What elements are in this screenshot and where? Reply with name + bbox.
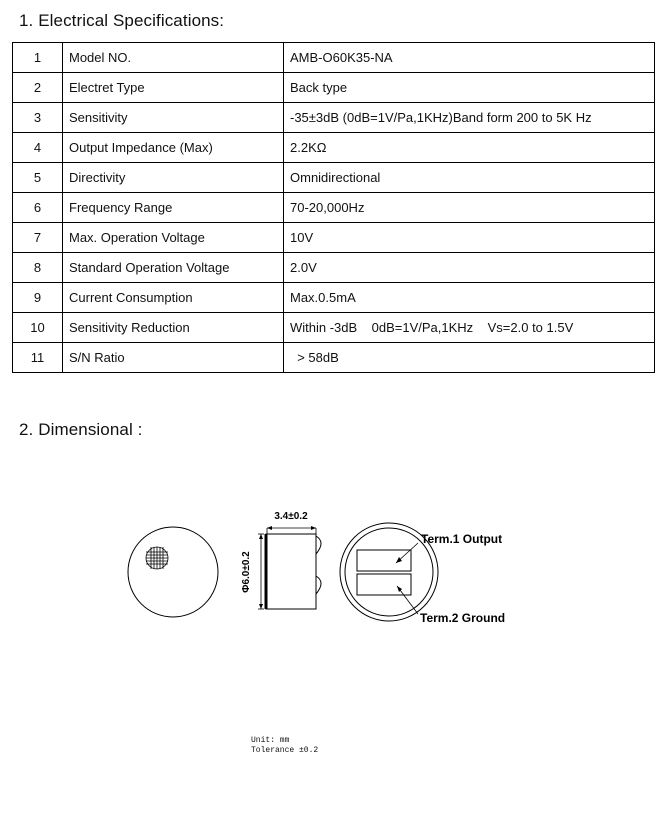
spec-row	[13, 163, 655, 193]
spec-row-parameter: Electret Type	[63, 73, 284, 103]
spec-row-parameter: S/N Ratio	[63, 343, 284, 373]
spec-table	[12, 42, 655, 373]
spec-row-value: > 58dB	[284, 343, 655, 373]
term2-label: Term.2 Ground	[420, 611, 506, 625]
spec-row-number: 6	[13, 193, 63, 223]
spec-row-number: 5	[13, 163, 63, 193]
spec-row	[13, 343, 655, 373]
spec-row-parameter: Output Impedance (Max)	[63, 133, 284, 163]
spec-row-number: 1	[13, 43, 63, 73]
spec-row-number: 9	[13, 283, 63, 313]
spec-row-number: 10	[13, 313, 63, 343]
spec-row-value: 70-20,000Hz	[284, 193, 655, 223]
unit-line: Unit: mm	[251, 736, 290, 745]
term1-label: Term.1 Output	[421, 532, 503, 546]
dimension-drawing	[0, 490, 663, 730]
spec-row-parameter: Sensitivity	[63, 103, 284, 133]
section-title-electrical: 1. Electrical Specifications:	[19, 11, 225, 30]
section-title-dimensional: 2. Dimensional :	[19, 420, 143, 439]
unit-note	[251, 736, 318, 756]
back-view	[340, 523, 505, 625]
spec-row	[13, 73, 655, 103]
side-view	[241, 511, 321, 609]
spec-row-value: Within -3dB 0dB=1V/Pa,1KHz Vs=2.0 to 1.5V	[284, 313, 655, 343]
spec-row	[13, 193, 655, 223]
spec-row	[13, 253, 655, 283]
spec-row-parameter: Directivity	[63, 163, 284, 193]
spec-row-parameter: Standard Operation Voltage	[63, 253, 284, 283]
width-dimension-label: 3.4±0.2	[274, 511, 308, 522]
spec-row-value: Back type	[284, 73, 655, 103]
spec-row	[13, 43, 655, 73]
spec-row-number: 2	[13, 73, 63, 103]
front-view	[128, 527, 218, 617]
acoustic-mesh	[146, 547, 168, 569]
spec-row-number: 7	[13, 223, 63, 253]
spec-row	[13, 103, 655, 133]
spec-row	[13, 283, 655, 313]
spec-row-number: 11	[13, 343, 63, 373]
spec-row-number: 4	[13, 133, 63, 163]
diameter-dimension-label: Φ6.0±0.2	[241, 551, 252, 593]
spec-row-parameter: Current Consumption	[63, 283, 284, 313]
spec-row-value: 2.2KΩ	[284, 133, 655, 163]
spec-row	[13, 313, 655, 343]
spec-row-value: 10V	[284, 223, 655, 253]
spec-row-value: Omnidirectional	[284, 163, 655, 193]
spec-table-body	[13, 43, 655, 373]
spec-row-parameter: Sensitivity Reduction	[63, 313, 284, 343]
spec-row	[13, 223, 655, 253]
spec-row-value: -35±3dB (0dB=1V/Pa,1KHz)Band form 200 to 5K Hz	[284, 103, 655, 133]
spec-row-value: AMB-O60K35-NA	[284, 43, 655, 73]
spec-row-parameter: Model NO.	[63, 43, 284, 73]
spec-row-value: Max.0.5mA	[284, 283, 655, 313]
tolerance-line: Tolerance ±0.2	[251, 746, 319, 755]
spec-row-parameter: Max. Operation Voltage	[63, 223, 284, 253]
spec-row-number: 8	[13, 253, 63, 283]
spec-row	[13, 133, 655, 163]
spec-row-number: 3	[13, 103, 63, 133]
spec-row-parameter: Frequency Range	[63, 193, 284, 223]
spec-row-value: 2.0V	[284, 253, 655, 283]
